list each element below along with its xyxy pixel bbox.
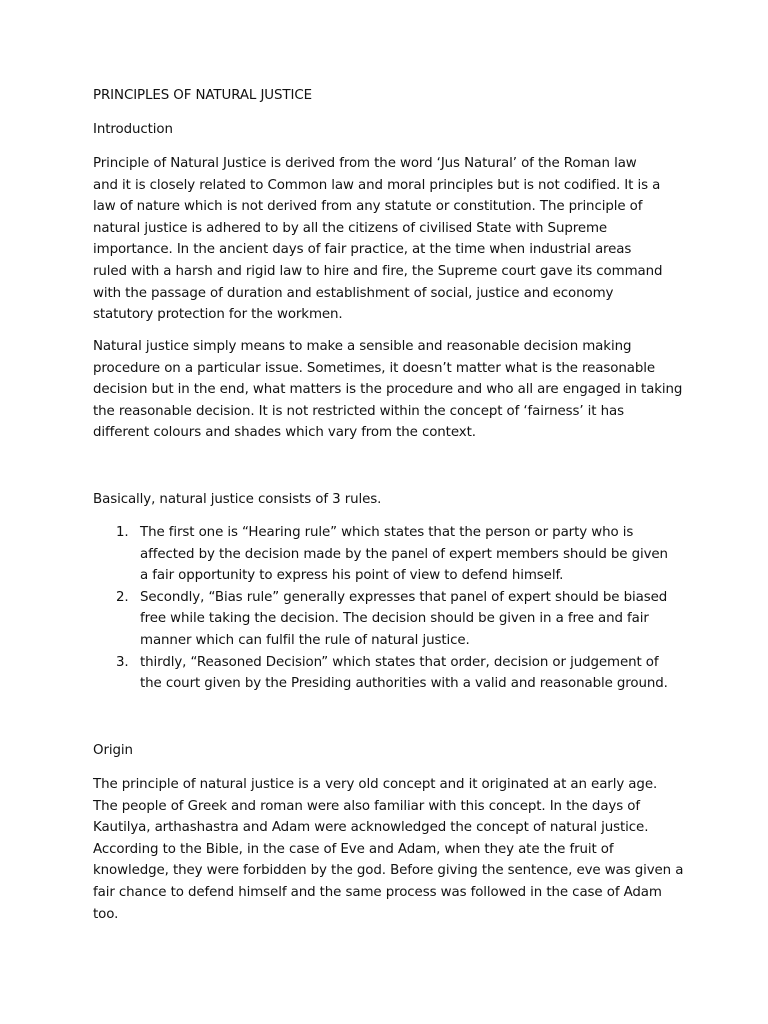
paragraph-line: the reasonable decision. It is not restricted within the concept of ‘fairness’ it has [93,403,624,419]
list-item-line: Secondly, “Bias rule” generally expresses that panel of expert should be biased [140,589,668,605]
paragraph-line: statutory protection for the workmen. [93,307,343,323]
paragraph-line: decision but in the end, what matters is the procedure and who all are engaged in taking [93,382,683,398]
rules-intro: Basically, natural justice consists of 3 rules. [93,492,382,507]
paragraph-line: and it is closely related to Common law and moral principles but is not codified. It is a [93,177,661,193]
paragraph-line: importance. In the ancient days of fair practice, at the time when industrial areas [93,242,632,258]
paragraph-line: knowledge, they were forbidden by the god. Before giving the sentence, eve was given a [93,863,684,879]
document-title: PRINCIPLES OF NATURAL JUSTICE [93,88,312,103]
list-item-line: thirdly, “Reasoned Decision” which states that order, decision or judgement of [140,654,659,670]
list-item-line: free while taking the decision. The decision should be given in a free and fair [140,611,649,627]
introduction-paragraph-1 [93,153,662,326]
list-number: 3. [116,654,129,670]
paragraph-line: with the passage of duration and establishment of social, justice and economy [93,285,614,301]
origin-paragraph [93,774,683,925]
paragraph-line: Natural justice simply means to make a sensible and reasonable decision making [93,339,632,354]
introduction-heading: Introduction [93,122,173,137]
introduction-paragraph-2 [93,336,682,444]
list-item-line: the court given by the Presiding authorities with a valid and reasonable ground. [140,676,668,692]
paragraph-line: Principle of Natural Justice is derived from the word ‘Jus Natural’ of the Roman law [93,156,637,171]
list-item-line: a fair opportunity to express his point of view to defend himself. [140,568,564,584]
paragraph-line: According to the Bible, in the case of Eve and Adam, when they ate the fruit of [93,841,614,857]
list-number: 2. [116,589,129,605]
list-number: 1. [116,525,129,540]
list-item-line: The first one is “Hearing rule” which states that the person or party who is [140,525,634,540]
paragraph-line: law of nature which is not derived from any statute or constitution. The principle of [93,199,643,215]
paragraph-line: The people of Greek and roman were also familiar with this concept. In the days of [93,798,640,814]
paragraph-line: natural justice is adhered to by all the citizens of civilised State with Supreme [93,220,608,236]
paragraph-line: fair chance to defend himself and the same process was followed in the case of Adam [93,884,662,900]
origin-heading: Origin [93,743,133,758]
list-item [93,587,713,652]
list-item [93,652,713,695]
paragraph-line: procedure on a particular issue. Sometimes, it doesn’t matter what is the reasonable [93,360,655,376]
list-item-line: affected by the decision made by the panel of expert members should be given [140,546,668,562]
paragraph-line: The principle of natural justice is a very old concept and it originated at an early age. [93,777,658,792]
paragraph-line: different colours and shades which vary from the context. [93,425,476,441]
paragraph-line: ruled with a harsh and rigid law to hire and fire, the Supreme court gave its command [93,263,663,279]
list-item-line: manner which can fulfil the rule of natural justice. [140,632,470,648]
list-item [93,522,713,587]
paragraph-line: Kautilya, arthashastra and Adam were acknowledged the concept of natural justice. [93,820,649,836]
rules-list [93,522,713,695]
paragraph-line: too. [93,906,119,922]
